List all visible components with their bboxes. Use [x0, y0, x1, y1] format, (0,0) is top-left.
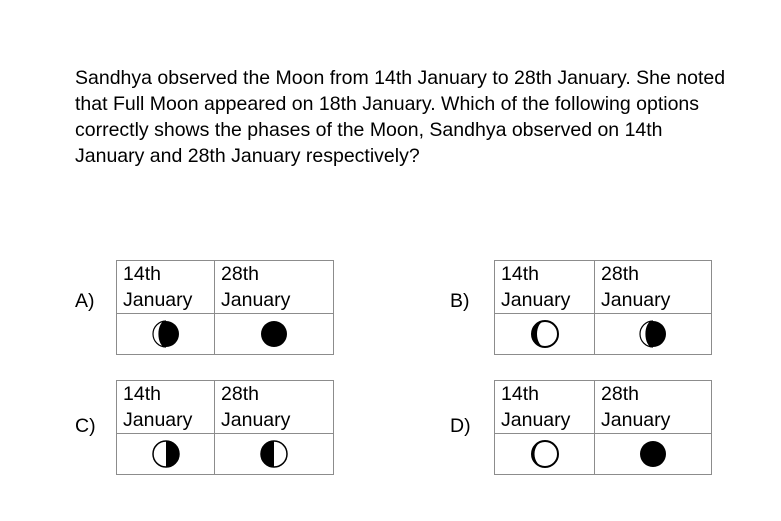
col-28-line1: 28th — [221, 263, 259, 285]
last-quarter-icon — [259, 439, 289, 469]
col-14-line1: 14th — [123, 383, 161, 405]
new-moon-icon — [638, 439, 668, 469]
waxing-gibbous-icon — [151, 319, 181, 349]
option-a-label[interactable]: A) — [75, 290, 95, 312]
col-28-line1: 28th — [601, 263, 639, 285]
option-d-label[interactable]: D) — [450, 415, 471, 437]
option-d-table[interactable] — [494, 380, 712, 475]
waxing-gibbous-icon — [638, 319, 668, 349]
new-moon-icon — [259, 319, 289, 349]
col-14-line1: 14th — [123, 263, 161, 285]
option-b-table[interactable] — [494, 260, 712, 355]
col-28-line2: January — [221, 289, 291, 311]
option-b-label[interactable]: B) — [450, 290, 470, 312]
col-14-line2: January — [501, 409, 571, 431]
option-a-table[interactable] — [116, 260, 334, 355]
full-moon-icon — [530, 439, 560, 469]
col-28-line1: 28th — [221, 383, 259, 405]
col-14-line2: January — [123, 289, 193, 311]
waning-crescent-icon — [530, 319, 560, 349]
col-28-line1: 28th — [601, 383, 639, 405]
col-28-line2: January — [601, 289, 671, 311]
col-28-line2: January — [221, 409, 291, 431]
col-14-line2: January — [123, 409, 193, 431]
col-14-line1: 14th — [501, 383, 539, 405]
col-14-line2: January — [501, 289, 571, 311]
question-text: Sandhya observed the Moon from 14th January to 28th January. She noted that Full Moon appeared on 18th January. Which of the following options correctly shows the phases of the Moon, Sandhya observed on 14th January and 28th January respectively? — [75, 67, 726, 167]
first-quarter-icon — [151, 439, 181, 469]
option-c-table[interactable] — [116, 380, 334, 475]
option-c-label[interactable]: C) — [75, 415, 96, 437]
col-28-line2: January — [601, 409, 671, 431]
col-14-line1: 14th — [501, 263, 539, 285]
